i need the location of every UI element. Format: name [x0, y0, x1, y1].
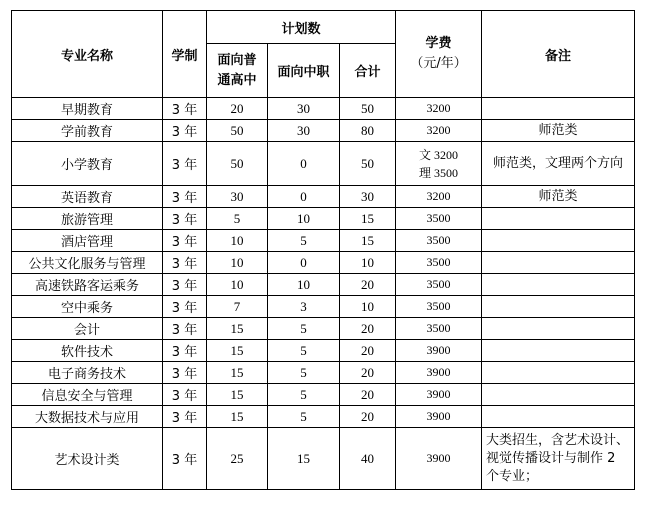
- major-cell: 学前教育: [12, 120, 163, 142]
- major-cell: 电子商务技术: [12, 362, 163, 384]
- duration-cell: 3 年: [163, 208, 207, 230]
- header-plan-total: 合计: [340, 44, 396, 98]
- remark-cell: [482, 208, 635, 230]
- plan-total-cell: 10: [340, 296, 396, 318]
- plan-hs-cell: 10: [207, 252, 268, 274]
- remark-cell: 大类招生，含艺术设计、视觉传播设计与制作 2 个专业；: [482, 428, 635, 490]
- fee-cell: [396, 142, 482, 186]
- remark-cell: [482, 406, 635, 428]
- plan-total-cell: 20: [340, 406, 396, 428]
- header-plan-highschool: [207, 44, 268, 98]
- header-plan-hs-line1: 面向普: [217, 52, 257, 68]
- fee-cell: 3200: [396, 186, 482, 208]
- major-cell: 软件技术: [12, 340, 163, 362]
- plan-total-cell: 10: [340, 252, 396, 274]
- duration-cell: 3 年: [163, 340, 207, 362]
- table-row: [12, 252, 635, 274]
- plan-hs-cell: 50: [207, 142, 268, 186]
- plan-total-cell: 40: [340, 428, 396, 490]
- plan-total-cell: 30: [340, 186, 396, 208]
- major-cell: 早期教育: [12, 98, 163, 120]
- table-row: [12, 428, 635, 490]
- plan-hs-cell: 25: [207, 428, 268, 490]
- major-cell: 英语教育: [12, 186, 163, 208]
- remark-cell: [482, 230, 635, 252]
- fee-cell: 3200: [396, 98, 482, 120]
- table-row: [12, 362, 635, 384]
- table-row: [12, 274, 635, 296]
- duration-cell: 3 年: [163, 186, 207, 208]
- remark-cell: [482, 98, 635, 120]
- plan-voc-cell: 5: [268, 340, 340, 362]
- plan-total-cell: 80: [340, 120, 396, 142]
- plan-hs-cell: 10: [207, 230, 268, 252]
- major-cell: 公共文化服务与管理: [12, 252, 163, 274]
- header-fee: [396, 11, 482, 98]
- plan-hs-cell: 7: [207, 296, 268, 318]
- fee-liberal-arts: 文 3200: [419, 147, 459, 162]
- duration-cell: 3 年: [163, 296, 207, 318]
- duration-cell: 3 年: [163, 362, 207, 384]
- duration-cell: 3 年: [163, 142, 207, 186]
- plan-total-cell: 50: [340, 98, 396, 120]
- plan-voc-cell: 0: [268, 186, 340, 208]
- remark-cell: [482, 362, 635, 384]
- remark-cell: 师范类: [482, 120, 635, 142]
- fee-cell: 3500: [396, 318, 482, 340]
- duration-cell: 3 年: [163, 230, 207, 252]
- table-row: [12, 296, 635, 318]
- fee-cell: 3500: [396, 296, 482, 318]
- plan-hs-cell: 15: [207, 406, 268, 428]
- duration-cell: 3 年: [163, 384, 207, 406]
- plan-total-cell: 15: [340, 230, 396, 252]
- major-cell: 会计: [12, 318, 163, 340]
- remark-cell: [482, 252, 635, 274]
- fee-cell: 3500: [396, 208, 482, 230]
- fee-cell: 3900: [396, 340, 482, 362]
- plan-hs-cell: 10: [207, 274, 268, 296]
- duration-cell: 3 年: [163, 120, 207, 142]
- duration-cell: 3 年: [163, 252, 207, 274]
- plan-voc-cell: 0: [268, 142, 340, 186]
- fee-cell: 3500: [396, 274, 482, 296]
- fee-cell: 3900: [396, 428, 482, 490]
- plan-voc-cell: 0: [268, 252, 340, 274]
- remark-cell: [482, 274, 635, 296]
- plan-hs-cell: 15: [207, 318, 268, 340]
- plan-hs-cell: 5: [207, 208, 268, 230]
- fee-cell: 3500: [396, 252, 482, 274]
- header-row: [12, 11, 635, 44]
- remark-cell: [482, 384, 635, 406]
- plan-voc-cell: 10: [268, 274, 340, 296]
- header-fee-unit: （元/年）: [410, 56, 467, 71]
- table-row: [12, 384, 635, 406]
- remark-cell: [482, 296, 635, 318]
- header-plan-hs-line2: 通高中: [217, 72, 257, 88]
- plan-hs-cell: 15: [207, 362, 268, 384]
- remark-cell: 师范类，文理两个方向: [482, 142, 635, 186]
- table-row: [12, 142, 635, 186]
- fee-science: 理 3500: [419, 165, 459, 180]
- remark-cell: [482, 340, 635, 362]
- fee-cell: 3900: [396, 384, 482, 406]
- plan-total-cell: 15: [340, 208, 396, 230]
- major-cell: 旅游管理: [12, 208, 163, 230]
- remark-cell: [482, 318, 635, 340]
- plan-voc-cell: 10: [268, 208, 340, 230]
- plan-hs-cell: 30: [207, 186, 268, 208]
- plan-hs-cell: 15: [207, 384, 268, 406]
- duration-cell: 3 年: [163, 318, 207, 340]
- table-row: [12, 98, 635, 120]
- table-row: [12, 186, 635, 208]
- plan-voc-cell: 30: [268, 120, 340, 142]
- plan-total-cell: 20: [340, 274, 396, 296]
- enrollment-plan-table: [11, 10, 635, 490]
- plan-voc-cell: 5: [268, 318, 340, 340]
- duration-cell: 3 年: [163, 406, 207, 428]
- plan-voc-cell: 30: [268, 98, 340, 120]
- table-row: [12, 340, 635, 362]
- header-plan-vocational: 面向中职: [268, 44, 340, 98]
- major-cell: 小学教育: [12, 142, 163, 186]
- plan-hs-cell: 20: [207, 98, 268, 120]
- header-remark: 备注: [482, 11, 635, 98]
- plan-voc-cell: 3: [268, 296, 340, 318]
- major-cell: 艺术设计类: [12, 428, 163, 490]
- plan-voc-cell: 5: [268, 362, 340, 384]
- fee-cell: 3200: [396, 120, 482, 142]
- header-plan: 计划数: [207, 11, 396, 44]
- major-cell: 酒店管理: [12, 230, 163, 252]
- fee-cell: 3900: [396, 362, 482, 384]
- major-cell: 大数据技术与应用: [12, 406, 163, 428]
- fee-cell: 3900: [396, 406, 482, 428]
- header-duration: 学制: [163, 11, 207, 98]
- plan-hs-cell: 50: [207, 120, 268, 142]
- duration-cell: 3 年: [163, 274, 207, 296]
- major-cell: 高速铁路客运乘务: [12, 274, 163, 296]
- plan-total-cell: 50: [340, 142, 396, 186]
- plan-total-cell: 20: [340, 318, 396, 340]
- header-major: 专业名称: [12, 11, 163, 98]
- duration-cell: 3 年: [163, 98, 207, 120]
- plan-voc-cell: 5: [268, 406, 340, 428]
- fee-cell: 3500: [396, 230, 482, 252]
- remark-cell: 师范类: [482, 186, 635, 208]
- table-row: [12, 208, 635, 230]
- table-row: [12, 406, 635, 428]
- plan-total-cell: 20: [340, 384, 396, 406]
- table-row: [12, 230, 635, 252]
- table-row: [12, 120, 635, 142]
- plan-voc-cell: 15: [268, 428, 340, 490]
- plan-voc-cell: 5: [268, 230, 340, 252]
- major-cell: 空中乘务: [12, 296, 163, 318]
- plan-voc-cell: 5: [268, 384, 340, 406]
- major-cell: 信息安全与管理: [12, 384, 163, 406]
- plan-total-cell: 20: [340, 340, 396, 362]
- table-row: [12, 318, 635, 340]
- plan-hs-cell: 15: [207, 340, 268, 362]
- plan-total-cell: 20: [340, 362, 396, 384]
- header-fee-label: 学费: [425, 36, 452, 51]
- duration-cell: 3 年: [163, 428, 207, 490]
